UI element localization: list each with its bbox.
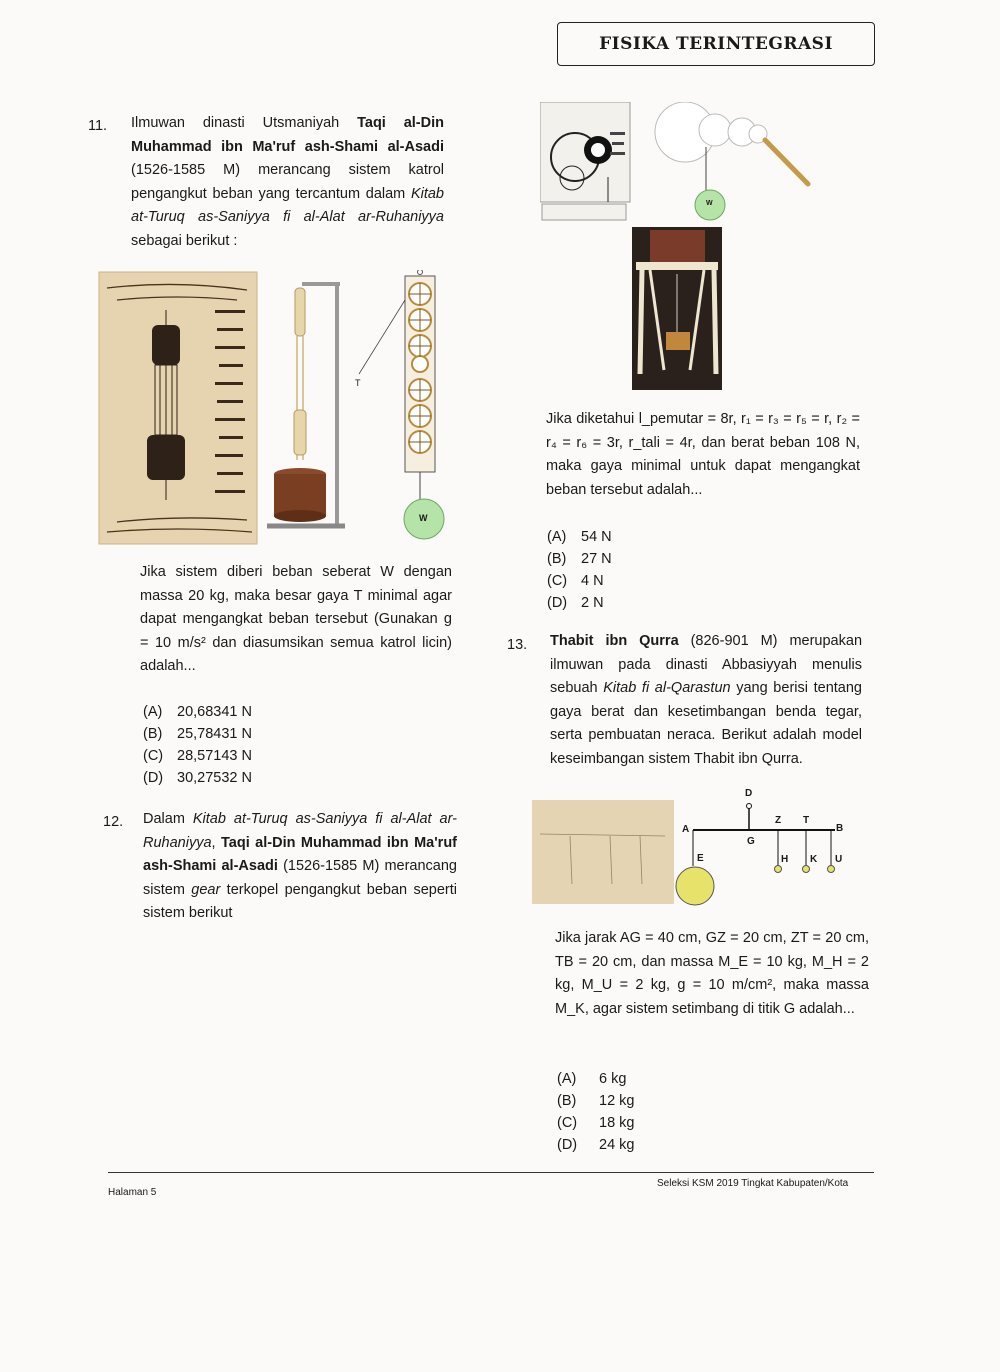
q13-question-body: Jika jarak AG = 40 cm, GZ = 20 cm, ZT = 20 cm, TB = 20 cm, dan massa M_E = 10 kg, M_H = 2 kg, M_U = 2 kg, g = 10 m/cm², maka massa M_K, agar sistem setimbang di titik G adalah... <box>555 930 869 1017</box>
q12-gear-figure <box>540 102 820 392</box>
page-number: Halaman 5 <box>108 1187 157 1198</box>
q13-scientist-name: Thabit ibn Qurra <box>550 633 679 649</box>
option-value: 24 kg <box>599 1137 635 1153</box>
option-value: 2 N <box>581 595 604 611</box>
q11-number: 11. <box>88 118 108 134</box>
q12-intro-text: Dalam <box>143 811 193 827</box>
q13-intro <box>550 630 862 771</box>
q12-intro-text-4: terkopel pengangkut beban seperti sistem berikut <box>143 881 457 921</box>
q12-intro-text-2: , <box>211 834 221 851</box>
option-label: (A) <box>547 529 567 545</box>
label-b: B <box>836 823 844 834</box>
option-value: 20,68341 N <box>177 704 252 720</box>
option-label: (B) <box>557 1093 577 1109</box>
option-value: 4 N <box>581 573 604 589</box>
option-label: (A) <box>143 704 163 720</box>
q13-number: 13. <box>507 637 528 653</box>
q12-gear-word: gear <box>191 881 221 898</box>
q12-option-a[interactable] <box>547 526 612 548</box>
label-a: A <box>682 824 690 835</box>
mass-k <box>803 866 810 873</box>
q11-intro <box>131 112 444 253</box>
q13-option-a[interactable] <box>557 1068 634 1090</box>
q13-intro-text-2: yang berisi tentang gaya berat dan kesetimbangan benda tegar, serta pembuatan neraca. Berikut adalah model keseimbangan sistem Thabit ibn Qurra. <box>550 680 862 767</box>
q11-label-w: W <box>419 513 428 523</box>
option-label: (D) <box>547 595 568 611</box>
option-value: 12 kg <box>599 1093 635 1109</box>
footer-divider <box>108 1172 874 1173</box>
option-value: 54 N <box>581 529 612 545</box>
q11-book-title: Kitab at-Turuq as-Saniyya fi al-Alat ar-Ruhaniyya <box>131 185 444 225</box>
q13-balance-figure <box>530 784 860 909</box>
q11-intro-text-2: (1526-1585 M) merancang sistem katrol pengangkut beban yang tercantum dalam <box>131 162 444 202</box>
rope-line <box>359 300 405 374</box>
q11-option-c[interactable] <box>143 745 252 767</box>
label-u: U <box>835 854 843 865</box>
q12-number: 12. <box>103 814 124 830</box>
q11-options <box>143 701 252 789</box>
q12-intro <box>143 808 457 926</box>
option-label: (B) <box>547 551 567 567</box>
option-value: 28,57143 N <box>177 748 252 764</box>
option-label: (C) <box>557 1115 578 1131</box>
q12-intro-text-3: (1526-1585 M) merancang sistem <box>143 858 457 898</box>
q11-scientist-name: Taqi al-Din Muhammad ibn Ma'ruf ash-Shami al-Asadi <box>131 115 444 155</box>
option-label: (D) <box>143 770 164 786</box>
q11-intro-text: Ilmuwan dinasti Utsmaniyah <box>131 115 358 131</box>
q12-option-c[interactable] <box>547 570 612 592</box>
q13-book-title: Kitab fi al-Qarastun <box>603 680 731 696</box>
q11-pulley-figure <box>97 270 447 550</box>
q12-book-title: Kitab at-Turuq as-Saniyya fi al-Alat ar-Ruhaniyya <box>143 811 457 851</box>
q11-option-b[interactable] <box>143 723 252 745</box>
option-value: 27 N <box>581 551 612 567</box>
q11-question-body: Jika sistem diberi beban seberat W dengan massa 20 kg, maka besar gaya T minimal agar dapat mengangkat beban tersebut (Gunakan g = 10 m/s² dan diasumsikan semua katrol licin) adalah... <box>140 564 452 674</box>
option-label: (D) <box>557 1137 578 1153</box>
q11-label-t: T <box>355 378 361 388</box>
option-value: 18 kg <box>599 1115 635 1131</box>
label-g: G <box>747 836 755 847</box>
option-label: (C) <box>143 748 164 764</box>
q13-options <box>557 1068 634 1156</box>
q12-options <box>547 526 612 614</box>
label-h: H <box>781 854 789 865</box>
mass-e <box>676 867 714 905</box>
q12-question-body: Jika diketahui l_pemutar = 8r, r₁ = r₃ = r₅ = r, r₂ = r₄ = r₆ = 3r, r_tali = 4r, dan berat beban 108 N, maka gaya minimal untuk dapat mengangkat beban tersebut adalah... <box>546 411 860 498</box>
manuscript-balance-image <box>532 800 674 904</box>
label-d: D <box>745 788 753 799</box>
label-z: Z <box>775 815 782 826</box>
option-label: (B) <box>143 726 163 742</box>
page-header-title: FISIKA TERINTEGRASI <box>557 22 875 66</box>
q11-intro-text-3: sebagai berikut : <box>131 232 238 249</box>
mass-u <box>828 866 835 873</box>
q11-option-d[interactable] <box>143 767 252 789</box>
q12-scientist-name: Taqi al-Din Muhammad ibn Ma'ruf ash-Shami al-Asadi <box>143 834 458 874</box>
option-value: 6 kg <box>599 1071 627 1087</box>
label-t: T <box>803 815 810 826</box>
label-e: E <box>697 853 704 864</box>
q13-option-c[interactable] <box>557 1112 634 1134</box>
q13-intro-text: (826-901 M) merupakan ilmuwan pada dinasti Abbasiyyah menulis sebuah <box>550 633 863 696</box>
label-k: K <box>810 854 818 865</box>
footer-exam-name: Seleksi KSM 2019 Tingkat Kabupaten/Kota <box>657 1178 849 1189</box>
q13-option-d[interactable] <box>557 1134 634 1156</box>
option-value: 30,27532 N <box>177 770 252 786</box>
q12-option-d[interactable] <box>547 592 612 614</box>
option-value: 25,78431 N <box>177 726 252 742</box>
mass-h <box>775 866 782 873</box>
q11-option-a[interactable] <box>143 701 252 723</box>
option-label: (A) <box>557 1071 577 1087</box>
option-label: (C) <box>547 573 568 589</box>
q12-label-w: W <box>706 200 713 207</box>
q13-option-b[interactable] <box>557 1090 634 1112</box>
q12-option-b[interactable] <box>547 548 612 570</box>
